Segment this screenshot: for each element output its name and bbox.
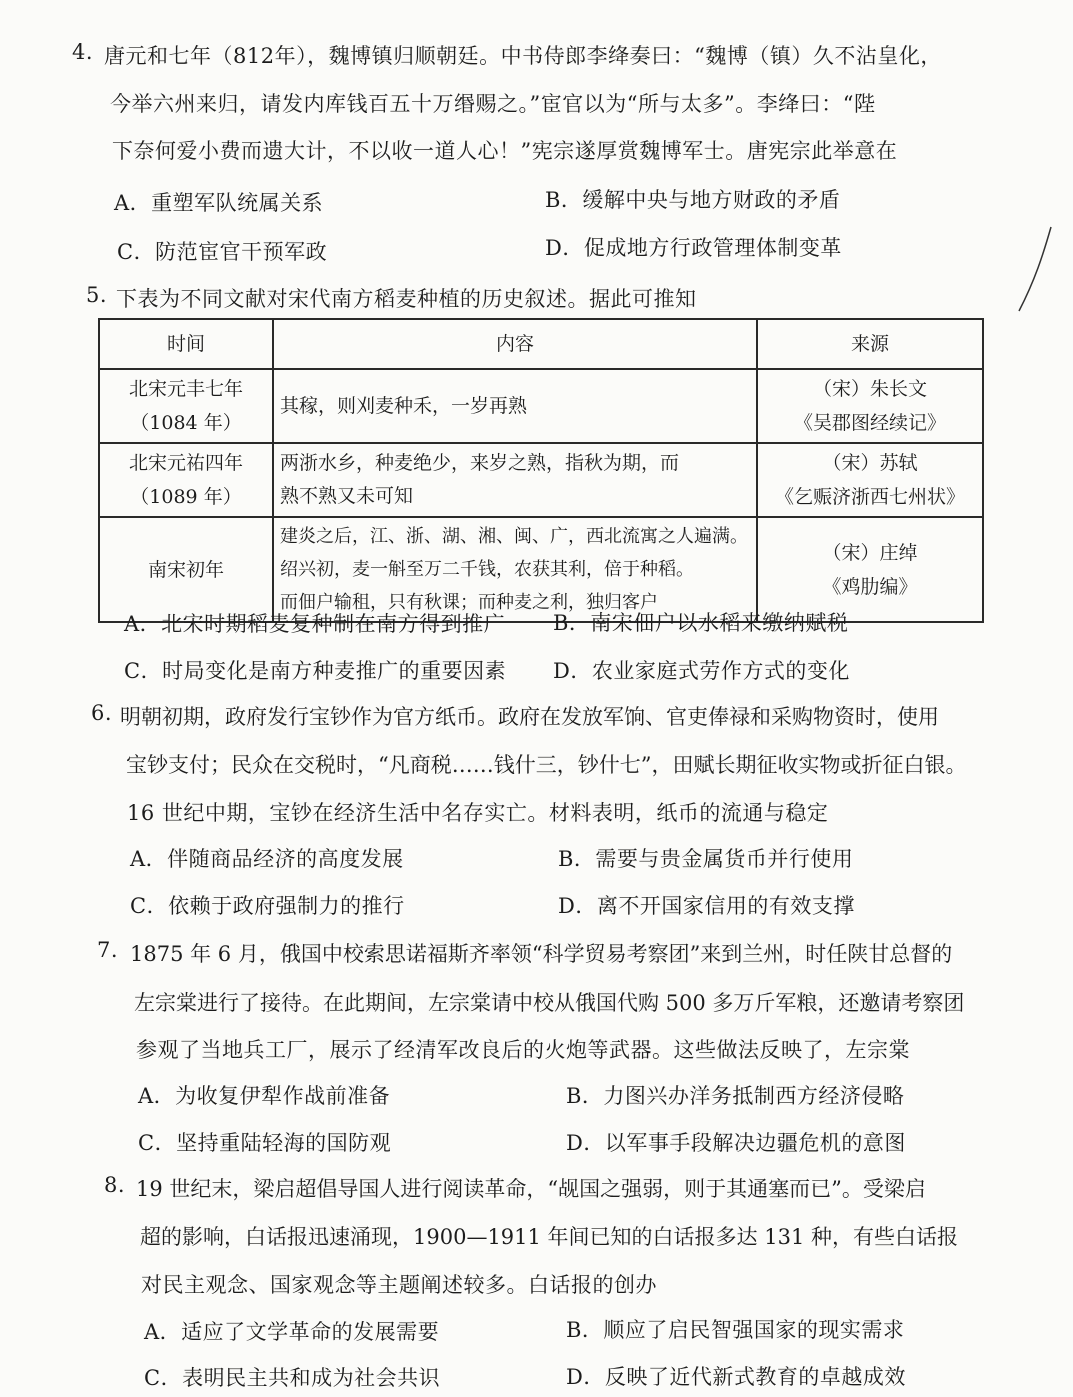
row3-source-line1: （宋）庄绰 [822, 541, 918, 564]
q6-option-c: C．依赖于政府强制力的推行 [130, 894, 405, 918]
table-row [99, 517, 983, 622]
q7-option-d: D．以军事手段解决边疆危机的意图 [566, 1131, 906, 1155]
q7-number: 7. [97, 938, 119, 962]
table-row [99, 369, 983, 443]
row2-source [757, 443, 983, 517]
header-time: 时间 [99, 319, 273, 369]
q7-line-2: 左宗棠进行了接待。在此期间，左宗棠请中校从俄国代购 500 多万斤军粮，还邀请考察团 [134, 991, 965, 1015]
q8-number: 8. [104, 1173, 126, 1197]
q6-number: 6. [91, 701, 113, 725]
q7-option-c: C．坚持重陆轻海的国防观 [138, 1131, 392, 1155]
q4-option-c: C．防范宦官干预军政 [117, 240, 328, 264]
q6-option-a: A．伴随商品经济的高度发展 [130, 847, 404, 871]
row3-content-line1: 建炎之后，江、浙、湖、湘、闽、广，西北流寓之人遍满。 [280, 526, 748, 547]
header-content: 内容 [273, 319, 757, 369]
q7-option-b: B．力图兴办洋务抵制西方经济侵略 [566, 1084, 905, 1108]
pen-mark [1015, 225, 1055, 315]
q7-option-a: A．为收复伊犁作战前准备 [138, 1084, 391, 1108]
q6-option-b: B．需要与贵金属货币并行使用 [558, 847, 854, 871]
q5-number: 5. [86, 283, 108, 307]
q4-option-a: A．重塑军队统属关系 [114, 191, 324, 215]
q8-option-c: C．表明民主共和成为社会共识 [144, 1366, 441, 1390]
q4-option-b: B．缓解中央与地方财政的矛盾 [545, 188, 841, 212]
q7-line-3: 参观了当地兵工厂，展示了经清军改良后的火炮等武器。这些做法反映了，左宗棠 [136, 1038, 910, 1062]
q8-line-2: 超的影响，白话报迅速涌现，1900—1911 年间已知的白话报多达 131 种，有些白话报 [140, 1225, 958, 1249]
header-source: 来源 [757, 319, 983, 369]
row2-content-line2: 熟不熟又未可知 [280, 485, 414, 507]
q4-number: 4. [72, 40, 94, 64]
q5-option-a: A．北宋时期稻麦复种制在南方得到推广 [124, 612, 506, 636]
row2-content [273, 443, 757, 517]
q8-option-a: A．适应了文学革命的发展需要 [144, 1320, 440, 1344]
q5-line-1: 下表为不同文献对宋代南方稻麦种植的历史叙述。据此可推知 [116, 287, 697, 311]
q8-option-b: B．顺应了启民智强国家的现实需求 [566, 1318, 905, 1342]
row1-source-line1: （宋）朱长文 [812, 378, 927, 400]
q5-option-c: C．时局变化是南方种麦推广的重要因素 [124, 659, 507, 683]
row1-source [757, 369, 983, 443]
row1-content [273, 369, 757, 443]
row3-source-line2: 《鸡肋编》 [822, 575, 918, 598]
q6-line-3: 16 世纪中期，宝钞在经济生活中名存实亡。材料表明，纸币的流通与稳定 [127, 801, 829, 825]
q8-line-1: 19 世纪末，梁启超倡导国人进行阅读革命，“觇国之强弱，则于其通塞而已”。受梁启 [136, 1177, 926, 1201]
q6-line-1: 明朝初期，政府发行宝钞作为官方纸币。政府在发放军饷、官吏俸禄和采购物资时，使用 [120, 705, 939, 729]
q4-line-2: 今举六州来归，请发内库钱百五十万缗赐之。”宦官以为“所与太多”。李绛曰：“陛 [110, 92, 876, 116]
q5-option-b: B．南宋佃户以水稻来缴纳赋税 [553, 611, 849, 635]
row1-time-line1: 北宋元丰七年 [128, 378, 243, 400]
q4-line-1: 唐元和七年（812年），魏博镇归顺朝廷。中书侍郎李绛奏曰：“魏博（镇）久不沾皇化， [104, 44, 942, 68]
row2-content-line1: 两浙水乡，种麦绝少，来岁之熟，指秋为期，而 [280, 452, 680, 474]
q4-option-d: D．促成地方行政管理体制变革 [545, 236, 842, 260]
q6-option-d: D．离不开国家信用的有效支撑 [558, 894, 855, 918]
row3-time [99, 517, 273, 622]
row2-source-line1: （宋）苏轼 [822, 452, 918, 474]
row2-time-line1: 北宋元祐四年 [128, 452, 243, 474]
q5-option-d: D．农业家庭式劳作方式的变化 [553, 659, 850, 683]
q8-line-3: 对民主观念、国家观念等主题阐述较多。白话报的创办 [141, 1273, 657, 1297]
row1-time-line2: （1084 年） [130, 412, 242, 434]
row2-time-line2: （1089 年） [130, 486, 242, 508]
q8-option-d: D．反映了近代新式教育的卓越成效 [566, 1365, 906, 1389]
row3-time-line1: 南宋初年 [147, 558, 224, 581]
row3-content-line3: 而佃户输租，只有秋课；而种麦之利，独归客户 [280, 592, 658, 613]
table-header-row [99, 319, 983, 369]
row2-source-line2: 《乞赈济浙西七州状》 [774, 486, 965, 508]
row3-content-line2: 绍兴初，麦一斛至万二千钱，农获其利，倍于种稻。 [280, 559, 694, 580]
row1-content-line1: 其稼，则刈麦种禾，一岁再熟 [280, 394, 528, 417]
row1-source-line2: 《吴郡图经续记》 [793, 412, 946, 434]
q4-line-3: 下奈何爱小费而遗大计，不以收一道人心！”宪宗遂厚赏魏博军士。唐宪宗此举意在 [112, 139, 898, 163]
table-row [99, 443, 983, 517]
row1-time [99, 369, 273, 443]
history-table [98, 318, 984, 623]
row2-time [99, 443, 273, 517]
q7-line-1: 1875 年 6 月，俄国中校索思诺福斯齐率领“科学贸易考察团”来到兰州，时任陕甘总督的 [130, 942, 953, 966]
q6-line-2: 宝钞支付；民众在交税时，“凡商税……钱什三，钞什七”，田赋长期征收实物或折征白银。 [126, 753, 967, 777]
